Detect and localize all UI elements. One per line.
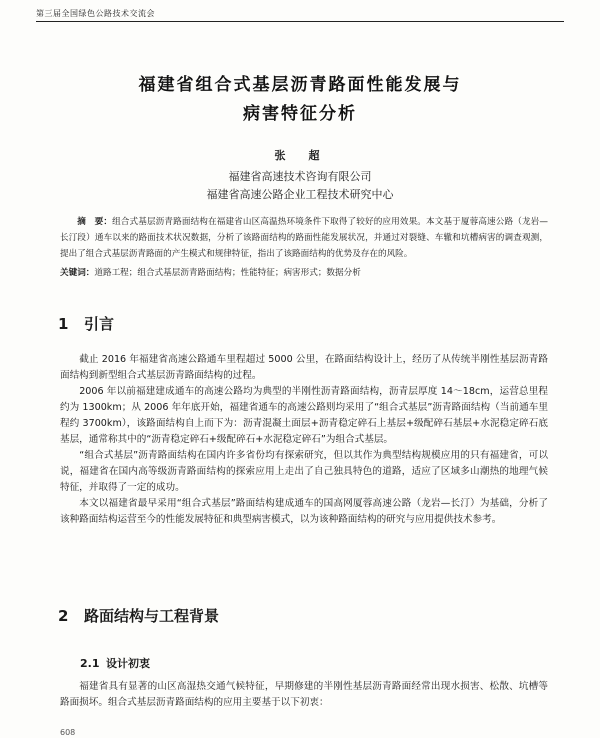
keywords <box>60 266 548 280</box>
abstract-text: 组合式基层沥青路面结构在福建省山区高温热环境条件下取得了较好的应用效果。本文基于厦蓉高速公路（龙岩—长汀段）通车以来的路面技术状况数据，分析了该路面结构的路面性能发展状况，并通过对裂缝、车辙和坑槽病害的调查观测，提出了组合式基层沥青路面的产生模式和规律特征，指出了该路面结构的优势及存在的风险。 <box>60 217 548 259</box>
affiliation-2: 福建省高速公路企业工程技术研究中心 <box>206 188 394 201</box>
paper-title-line-2: 病害特征分析 <box>243 104 357 124</box>
section-number: 1 <box>58 315 69 333</box>
paragraph: 截止 2016 年福建省高速公路通车里程超过 5000 公里，在路面结构设计上，经历了从传统半刚性基层沥青路面结构到新型组合式基层沥青路面结构的过程。 <box>60 354 548 381</box>
paragraph: “组合式基层”沥青路面结构在国内许多省份均有探索研究，但以其作为典型结构规模应用的只有福建省，可以说，福建省在国内高等级沥青路面结构的探索应用上走出了自己独具特色的道路，适应了区域多山潮热的地理气候特征，并取得了一定的成功。 <box>60 450 548 493</box>
section-2-body <box>60 679 548 711</box>
abstract <box>60 214 548 262</box>
paragraph: 福建省具有显著的山区高湿热交通气候特征，早期修建的半刚性基层沥青路面经常出现水损害、松散、坑槽等路面损坏。组合式基层沥青路面结构的应用主要基于以下初衷： <box>60 681 548 708</box>
section-heading-2 <box>58 605 219 626</box>
keywords-text: 道路工程；组合式基层沥青路面结构；性能特征；病害形式；数据分析 <box>94 268 361 278</box>
author: 张 超 <box>274 149 326 162</box>
section-number: 2 <box>58 607 69 625</box>
subsection-title: 设计初衷 <box>106 657 150 670</box>
paper-title-line-1: 福建省组合式基层沥青路面性能发展与 <box>138 75 462 95</box>
paragraph: 本文以福建省最早采用“组合式基层”路面结构建成通车的国高网厦蓉高速公路（龙岩—长汀）为基础，分析了该种路面结构运营至今的性能发展特征和典型病害模式，以为该种路面结构的研究与应用提供技术参考。 <box>60 498 548 525</box>
section-title: 路面结构与工程背景 <box>84 607 220 625</box>
section-title: 引言 <box>84 315 115 333</box>
section-heading-1 <box>58 313 114 334</box>
running-head: 第三届全国绿色公路技术交流会 <box>36 8 564 22</box>
abstract-label: 摘 要： <box>77 217 113 227</box>
subsection-number: 2.1 <box>80 657 100 670</box>
paragraph: 2006 年以前福建建成通车的高速公路均为典型的半刚性沥青路面结构，沥青层厚度 14～18cm，运营总里程约为 1300km；从 2006 年年底开始，福建省通车的高速公路则均采用了“组合式基层”沥青路面结构（当前通车里程约 3700km），该路面结构自上而下为：沥青混凝土面层+沥青稳定碎石上基层+级配碎石基层+水泥稳定碎石底基层，通常称其中的“沥青稳定碎石+级配碎石+水泥稳定碎石”为组合式基层。 <box>60 386 548 445</box>
section-1-body <box>60 352 548 528</box>
affiliation-1: 福建省高速技术咨询有限公司 <box>228 170 372 183</box>
subsection-heading-2-1 <box>80 655 150 671</box>
keywords-label: 关键词： <box>60 268 95 278</box>
page-number: 608 <box>60 728 76 737</box>
